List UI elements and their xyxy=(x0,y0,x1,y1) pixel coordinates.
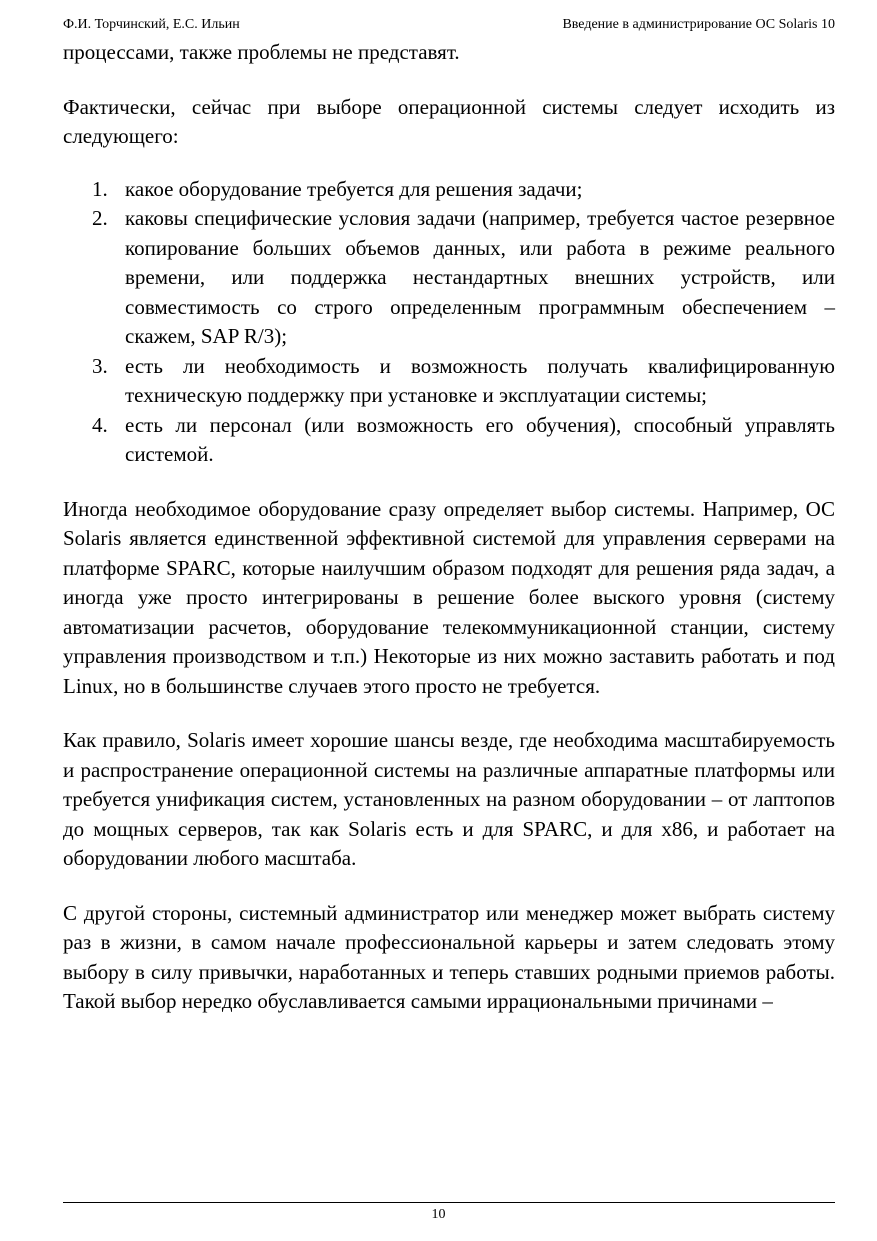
list-item-text: есть ли необходимость и возможность получать квалифицированную техническую поддержку при установке и эксплуатации системы; xyxy=(125,353,835,407)
list-item-text: есть ли персонал (или возможность его обучения), способный управлять системой. xyxy=(125,412,835,466)
header-authors: Ф.И. Торчинский, Е.С. Ильин xyxy=(63,17,240,32)
intro-paragraph: Фактически, сейчас при выборе операционной системы следует исходить из следующего: xyxy=(63,94,835,148)
page-body xyxy=(63,38,835,1017)
body-paragraph: С другой стороны, системный администратор или менеджер может выбрать систему раз в жизни, в самом начале профессиональной карьеры и затем следовать этому выбору в силу привычки, наработанных и теперь ставших родными приемов работы. Такой выбор нередко обуславливается самыми иррациональными причинами – xyxy=(63,900,835,1013)
list-item-number: 3. xyxy=(92,353,108,378)
list-item xyxy=(63,204,835,352)
body-paragraph: Иногда необходимое оборудование сразу определяет выбор системы. Например, ОС Solaris является единственной эффективной системой для управления серверами на платформе SPARC, которые наилучшим образом подходят для решения ряда задач, а иногда уже просто интегрированы в решение более выского уровня (систему автоматизации расчетов, оборудование телекоммуникационной станции, систему управления производством и т.п.) Некоторые из них можно заставить работать и под Linux, но в большинстве случаев этого просто не требуется. xyxy=(63,496,835,698)
list-item-number: 4. xyxy=(92,412,108,437)
list-item xyxy=(63,175,835,205)
continuation-paragraph: процессами, также проблемы не представят. xyxy=(63,40,460,64)
list-item-text: какое оборудование требуется для решения задачи; xyxy=(125,176,583,201)
page-number: 10 xyxy=(431,1207,446,1222)
criteria-list xyxy=(63,175,835,470)
list-item xyxy=(63,352,835,411)
list-item-number: 2. xyxy=(92,206,108,230)
body-paragraph: Как правило, Solaris имеет хорошие шансы везде, где необходима масштабируемость и распространение операционной системы на различные аппаратные платформы или требуется унификация систем, установленных на разном оборудовании – от лаптопов до мощных серверов, так как Solaris есть и для SPARC, и для x86, и работает на оборудовании любого масштаба. xyxy=(63,728,835,870)
list-item xyxy=(63,411,835,470)
footer-divider xyxy=(63,1202,835,1203)
header-book-title: Введение в администрирование ОС Solaris 10 xyxy=(562,17,835,32)
list-item-text: каковы специфические условия задачи (например, требуется частое резервное копирование больших объемов данных, или работа в режиме реального времени, или поддержка нестандартных внешних устройств, или совместимость со строго определенным программным обеспечением – скажем, SAP R/3); xyxy=(125,206,835,348)
list-item-number: 1. xyxy=(92,176,108,201)
running-header xyxy=(63,15,835,35)
